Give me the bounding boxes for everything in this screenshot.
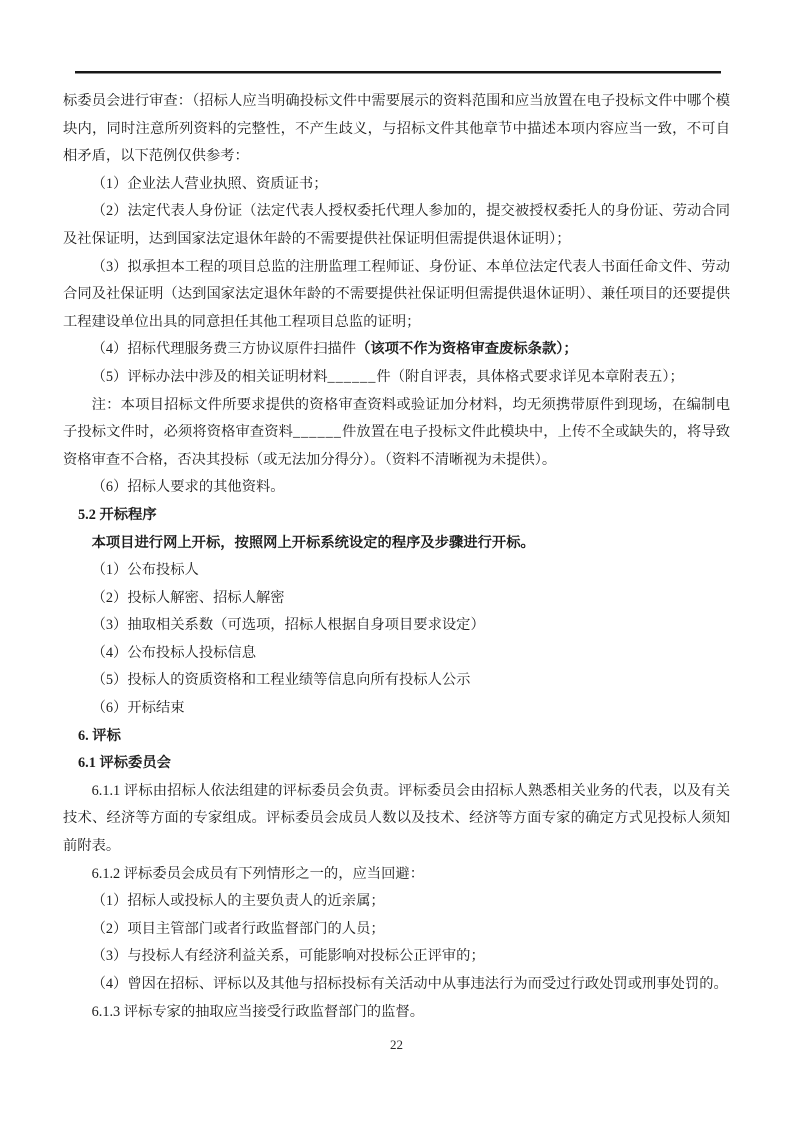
paragraph — [63, 971, 730, 999]
text-run: 件放置在电子投标文件此模块中，上传不全或缺失的，将导致资格审查不合格，否决其投标（或无法加分得分）。（资料不清晰视为未提供）。 — [63, 424, 731, 468]
text-run: （3）抽取相关系数（可选项，招标人根据自身项目要求设定） — [91, 617, 485, 634]
paragraph — [63, 640, 730, 668]
text-run: 6.1 评标委员会 — [78, 755, 171, 772]
document-content — [63, 88, 730, 1026]
paragraph — [63, 254, 730, 337]
text-run: 本项目进行网上开标，按照网上开标系统设定的程序及步骤进行开标。 — [91, 534, 535, 551]
text-run: 6.1.3 评标专家的抽取应当接受行政监督部门的监督。 — [91, 1003, 424, 1020]
text-run: 注：本项目招标文件所要求提供的资格审查资料或验证加分材料，均无须携带原件到现场，在编制电子投标文件时，必须将资格审查资料 — [63, 396, 730, 441]
paragraph — [63, 88, 730, 171]
text-run: （1）公布投标人 — [91, 562, 199, 579]
paragraph — [63, 612, 730, 640]
text-run: （1）招标人或投标人的主要负责人的近亲属； — [91, 893, 385, 910]
blank-fill-field: ______ — [327, 368, 377, 385]
text-run: （3）与投标人有经济利益关系，可能影响对投标公正评审的； — [91, 948, 485, 965]
paragraph — [63, 943, 730, 971]
paragraph — [63, 171, 730, 199]
text-run: 5.2 开标程序 — [78, 506, 157, 523]
page-number: 22 — [390, 1037, 403, 1052]
text-run: （5）投标人的资质资格和工程业绩等信息向所有投标人公示 — [91, 672, 471, 689]
text-run: （2）投标人解密、招标人解密 — [91, 589, 285, 606]
text-run: （2）项目主管部门或者行政监督部门的人员； — [91, 920, 385, 937]
section-heading — [78, 750, 730, 778]
paragraph — [63, 364, 730, 392]
text-run: （4）曾因在招标、评标以及其他与招标投标有关活动中从事违法行为而受过行政处罚或刑事处罚的。 — [91, 976, 728, 992]
text-run: （4）公布投标人投标信息 — [91, 644, 257, 661]
paragraph — [63, 916, 730, 944]
paragraph — [63, 695, 730, 723]
paragraph — [63, 667, 730, 695]
text-run: 6. 评标 — [78, 727, 121, 744]
paragraph — [63, 530, 730, 558]
text-run: 标委员会进行审查：（招标人应当明确投标文件中需要展示的资料范围和应当放置在电子投标文件中哪个模块内，同时注意所列资料的完整性，不产生歧义，与招标文件其他章节中描述本项内容应当一致，不可自相矛盾，以下范例仅供参考： — [63, 93, 730, 165]
paragraph — [63, 557, 730, 585]
paragraph — [63, 861, 730, 889]
paragraph — [63, 392, 730, 475]
paragraph — [63, 585, 730, 613]
paragraph — [63, 336, 730, 364]
paragraph — [63, 474, 730, 502]
text-run: （6）开标结束 — [91, 700, 185, 717]
text-run: （3）拟承担本工程的项目总监的注册监理工程师证、身份证、本单位法定代表人书面任命文件、劳动合同及社保证明（达到国家法定退休年龄的不需要提供社保证明但需提供退休证明）、兼任项目的还要提供工程建设单位出具的同意担任其他工程项目总监的证明； — [63, 258, 730, 330]
header-rule — [75, 71, 721, 74]
text-run: （1）企业法人营业执照、资质证书； — [91, 175, 328, 192]
paragraph — [63, 999, 730, 1027]
text-run: （该项不作为资格审查废标条款）； — [356, 341, 578, 358]
paragraph — [63, 778, 730, 861]
text-run: 6.1.1 评标由招标人依法组建的评标委员会负责。评标委员会由招标人熟悉相关业务的代表，以及有关技术、经济等方面的专家组成。评标委员会成员人数以及技术、经济等方面专家的确定方式见投标人须知前附表。 — [63, 782, 730, 855]
blank-fill-field: ______ — [293, 424, 342, 441]
section-heading — [78, 502, 730, 530]
text-run: 件（附自评表，具体格式要求详见本章附表五）； — [376, 368, 684, 385]
paragraph — [63, 198, 730, 253]
text-run: （5）评标办法中涉及的相关证明材料 — [91, 368, 328, 385]
text-run: 6.1.2 评标委员会成员有下列情形之一的，应当回避： — [91, 865, 424, 882]
text-run: （2）法定代表人身份证（法定代表人授权委托代理人参加的，提交被授权委托人的身份证、劳动合同及社保证明，达到国家法定退休年龄的不需要提供社保证明但需提供退休证明）； — [63, 203, 730, 247]
text-run: （6）招标人要求的其他资料。 — [91, 479, 285, 496]
text-run: （4）招标代理服务费三方协议原件扫描件 — [91, 341, 357, 358]
paragraph — [63, 888, 730, 916]
section-heading — [78, 723, 730, 751]
